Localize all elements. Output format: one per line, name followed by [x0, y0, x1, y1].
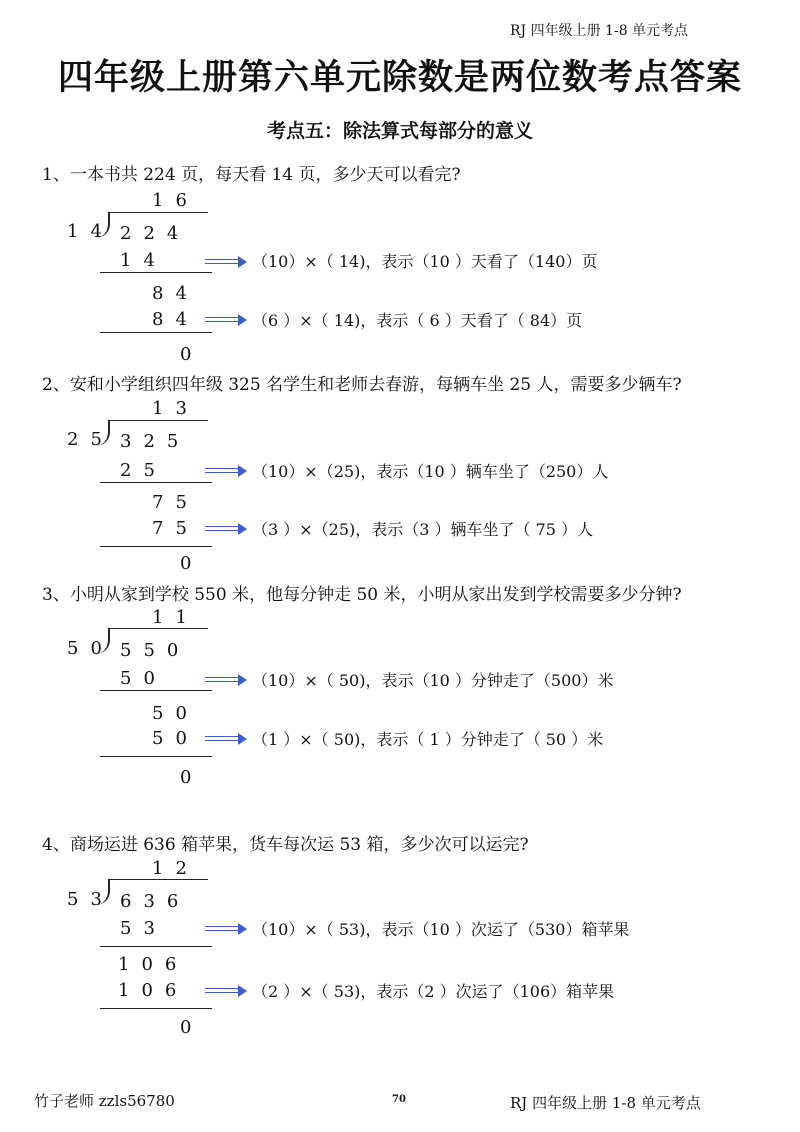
arrow-icon — [205, 925, 247, 932]
question-text: 1、一本书共 224 页，每天看 14 页，多少天可以看完? — [42, 165, 461, 185]
division-bar — [108, 628, 208, 629]
quotient: 11 — [152, 607, 199, 628]
explanation-1: （10）×（25)，表示（10 ）辆车坐了（250）人 — [252, 462, 609, 481]
final-remainder: 0 — [180, 767, 204, 788]
arrow-icon — [205, 987, 247, 994]
remainder-row: 50 — [152, 703, 199, 724]
divisor: 53 — [67, 889, 114, 910]
arrow-icon — [205, 258, 247, 265]
final-remainder: 0 — [180, 553, 204, 574]
question-text: 4、商场运进 636 箱苹果，货车每次运 53 箱，多少次可以运完? — [42, 835, 529, 855]
page-title: 四年级上册第六单元除数是两位数考点答案 — [57, 57, 742, 98]
remainder-row: 75 — [152, 492, 199, 513]
divisor: 25 — [67, 429, 114, 450]
question-text: 3、小明从家到学校 550 米，他每分钟走 50 米，小明从家出发到学校需要多少分钟? — [42, 585, 682, 605]
product-row-2: 50 — [152, 728, 199, 749]
explanation-1: （10）×（ 14)，表示（10 ）天看了（140）页 — [252, 252, 598, 271]
explanation-2: （3 ）×（25)，表示（3 ）辆车坐了（ 75 ）人 — [252, 520, 594, 539]
remainder-row: 106 — [118, 954, 189, 975]
quotient: 13 — [152, 398, 199, 419]
product-row-1: 53 — [120, 918, 167, 939]
product-row-1: 25 — [120, 460, 167, 481]
product-row-2: 75 — [152, 518, 199, 539]
divisor: 14 — [67, 221, 114, 242]
explanation-2: （6 ）×（ 14)，表示（ 6 ）天看了（ 84）页 — [252, 311, 583, 330]
product-row-1: 14 — [120, 250, 167, 271]
explanation-1: （10）×（ 50)，表示（10 ）分钟走了（500）米 — [252, 671, 614, 690]
subtraction-line — [100, 756, 212, 757]
final-remainder: 0 — [180, 344, 204, 365]
subtraction-line — [100, 272, 212, 273]
division-bar — [108, 879, 208, 880]
dividend: 325 — [120, 431, 191, 452]
arrow-icon — [205, 676, 247, 683]
quotient: 16 — [152, 190, 199, 211]
product-row-2: 84 — [152, 309, 199, 330]
arrow-icon — [205, 525, 247, 532]
division-bar — [108, 212, 208, 213]
explanation-1: （10）×（ 53)，表示（10 ）次运了（530）箱苹果 — [252, 920, 630, 939]
subtraction-line — [100, 546, 212, 547]
dividend: 550 — [120, 640, 191, 661]
division-bar — [108, 420, 208, 421]
page-header: RJ 四年级上册 1-8 单元考点 — [510, 23, 689, 39]
final-remainder: 0 — [180, 1017, 204, 1038]
page-number: 70 — [392, 1094, 406, 1105]
dividend: 636 — [120, 891, 191, 912]
subtraction-line — [100, 1008, 212, 1009]
subtraction-line — [100, 690, 212, 691]
quotient: 12 — [152, 858, 199, 879]
remainder-row: 84 — [152, 283, 199, 304]
footer-author: 竹子老师 zzls56780 — [34, 1092, 175, 1110]
product-row-1: 50 — [120, 668, 167, 689]
arrow-icon — [205, 735, 247, 742]
arrow-icon — [205, 316, 247, 323]
explanation-2: （1 ）×（ 50)，表示（ 1 ）分钟走了（ 50 ）米 — [252, 730, 604, 749]
question-text: 2、安和小学组织四年级 325 名学生和老师去春游，每辆车坐 25 人，需要多少辆车? — [42, 375, 682, 395]
divisor: 50 — [67, 638, 114, 659]
section-subtitle: 考点五：除法算式每部分的意义 — [266, 120, 533, 142]
product-row-2: 106 — [118, 980, 189, 1001]
subtraction-line — [100, 946, 212, 947]
subtraction-line — [100, 482, 212, 483]
footer-series: RJ 四年级上册 1-8 单元考点 — [510, 1094, 701, 1112]
explanation-2: （2 ）×（ 53)，表示（2 ）次运了（106）箱苹果 — [252, 982, 615, 1001]
dividend: 224 — [120, 223, 191, 244]
arrow-icon — [205, 467, 247, 474]
subtraction-line — [100, 332, 212, 333]
